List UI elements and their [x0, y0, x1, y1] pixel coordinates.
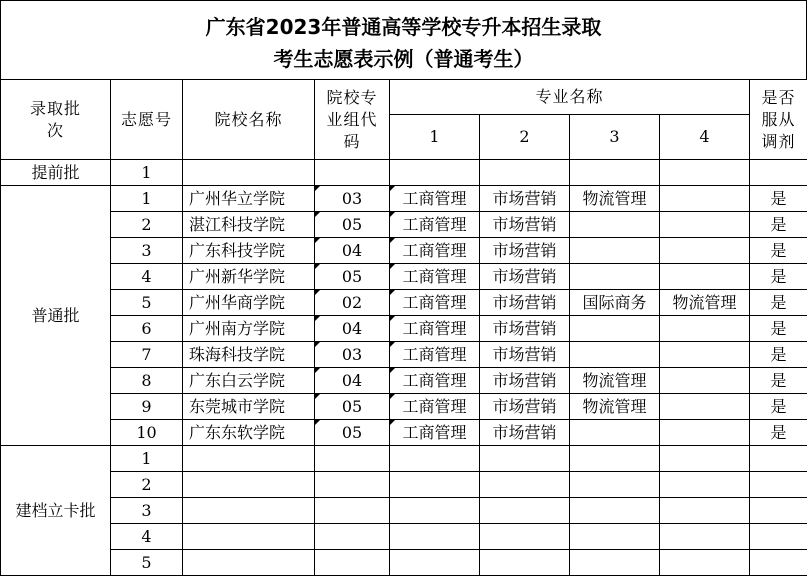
- table-row: [1, 498, 807, 524]
- order-cell: 3: [111, 498, 183, 524]
- group-code-cell: 05: [315, 212, 390, 238]
- major-3-cell: 物流管理: [570, 394, 660, 420]
- table-row: [1, 264, 807, 290]
- table-row: [1, 342, 807, 368]
- adjust-cell: 是: [750, 264, 807, 290]
- table-row: [1, 446, 807, 472]
- order-cell: 4: [111, 264, 183, 290]
- major-3-cell: [570, 212, 660, 238]
- table-row: [1, 472, 807, 498]
- table-row: [1, 368, 807, 394]
- school-name-cell: 广州华商学院: [183, 290, 315, 316]
- empty-cell: [183, 524, 315, 550]
- major-2-cell: 市场营销: [480, 342, 570, 368]
- major-1-cell: 工商管理: [390, 186, 480, 212]
- major-1-cell: 工商管理: [390, 316, 480, 342]
- empty-cell: [660, 446, 750, 472]
- table-row: [1, 550, 807, 576]
- major-2-cell: 市场营销: [480, 264, 570, 290]
- group-code-cell: 02: [315, 290, 390, 316]
- empty-cell: [315, 446, 390, 472]
- header-group-code: 院校专业组代码: [315, 80, 390, 160]
- header-major-4: 4: [660, 115, 750, 160]
- school-name-cell: 广东科技学院: [183, 238, 315, 264]
- major-4-cell: [660, 342, 750, 368]
- school-name-cell: 东莞城市学院: [183, 394, 315, 420]
- order-cell: 7: [111, 342, 183, 368]
- empty-cell: [390, 550, 480, 576]
- empty-cell: [750, 498, 807, 524]
- major-2-cell: 市场营销: [480, 420, 570, 446]
- empty-cell: [660, 550, 750, 576]
- school-name-cell: 广东白云学院: [183, 368, 315, 394]
- empty-cell: [183, 472, 315, 498]
- group-code-cell: 05: [315, 264, 390, 290]
- major-3-cell: [570, 342, 660, 368]
- header-adjust: 是否服从调剂: [750, 80, 807, 160]
- order-cell: 2: [111, 212, 183, 238]
- major-3-cell: [570, 238, 660, 264]
- empty-cell: [570, 446, 660, 472]
- group-code-cell: 04: [315, 316, 390, 342]
- school-name-cell: 广东东软学院: [183, 420, 315, 446]
- empty-cell: [183, 446, 315, 472]
- empty-cell: [315, 498, 390, 524]
- order-cell: 2: [111, 472, 183, 498]
- empty-cell: [660, 472, 750, 498]
- empty-cell: [390, 160, 480, 186]
- major-1-cell: 工商管理: [390, 212, 480, 238]
- order-cell: 5: [111, 550, 183, 576]
- adjust-cell: 是: [750, 342, 807, 368]
- empty-cell: [750, 472, 807, 498]
- empty-cell: [480, 498, 570, 524]
- major-2-cell: 市场营销: [480, 186, 570, 212]
- title-line-1: 广东省2023年普通高等学校专升本招生录取: [205, 15, 602, 39]
- table-row: [1, 394, 807, 420]
- group-code-cell: 04: [315, 238, 390, 264]
- school-name-cell: 广州华立学院: [183, 186, 315, 212]
- header-major-1: 1: [390, 115, 480, 160]
- order-cell: 4: [111, 524, 183, 550]
- empty-cell: [750, 550, 807, 576]
- table-row: [1, 238, 807, 264]
- group-code-cell: 03: [315, 186, 390, 212]
- adjust-cell: 是: [750, 316, 807, 342]
- major-4-cell: [660, 420, 750, 446]
- adjust-cell: 是: [750, 394, 807, 420]
- title-line-2: 考生志愿表示例（普通考生）: [273, 47, 534, 71]
- major-4-cell: [660, 264, 750, 290]
- major-3-cell: [570, 420, 660, 446]
- order-cell: 1: [111, 446, 183, 472]
- order-cell: 3: [111, 238, 183, 264]
- major-1-cell: 工商管理: [390, 342, 480, 368]
- empty-cell: [480, 472, 570, 498]
- header-order: 志愿号: [111, 80, 183, 160]
- adjust-cell: 是: [750, 186, 807, 212]
- major-2-cell: 市场营销: [480, 368, 570, 394]
- empty-cell: [390, 446, 480, 472]
- empty-cell: [315, 160, 390, 186]
- empty-cell: [570, 472, 660, 498]
- empty-cell: [570, 550, 660, 576]
- major-1-cell: 工商管理: [390, 290, 480, 316]
- empty-cell: [390, 498, 480, 524]
- major-3-cell: 物流管理: [570, 186, 660, 212]
- major-4-cell: [660, 238, 750, 264]
- empty-cell: [315, 472, 390, 498]
- header-batch: 录取批次: [1, 80, 111, 160]
- order-cell: 5: [111, 290, 183, 316]
- group-code-cell: 03: [315, 342, 390, 368]
- empty-cell: [390, 524, 480, 550]
- major-2-cell: 市场营销: [480, 394, 570, 420]
- table-row: [1, 212, 807, 238]
- major-3-cell: [570, 264, 660, 290]
- major-1-cell: 工商管理: [390, 420, 480, 446]
- empty-cell: [315, 524, 390, 550]
- adjust-cell: 是: [750, 212, 807, 238]
- empty-cell: [660, 498, 750, 524]
- order-cell: 1: [111, 186, 183, 212]
- empty-cell: [480, 160, 570, 186]
- major-4-cell: [660, 186, 750, 212]
- volunteer-table: [0, 79, 807, 576]
- empty-cell: [660, 160, 750, 186]
- table-row: [1, 160, 807, 186]
- empty-cell: [183, 498, 315, 524]
- table-row: [1, 186, 807, 212]
- major-2-cell: 市场营销: [480, 238, 570, 264]
- school-name-cell: 广州南方学院: [183, 316, 315, 342]
- adjust-cell: 是: [750, 290, 807, 316]
- major-4-cell: 物流管理: [660, 290, 750, 316]
- batch-advance: 提前批: [1, 160, 111, 186]
- major-3-cell: 国际商务: [570, 290, 660, 316]
- major-3-cell: [570, 316, 660, 342]
- major-3-cell: 物流管理: [570, 368, 660, 394]
- table-row: [1, 524, 807, 550]
- school-name-cell: 湛江科技学院: [183, 212, 315, 238]
- header-major-3: 3: [570, 115, 660, 160]
- empty-cell: [750, 160, 807, 186]
- adjust-cell: 是: [750, 420, 807, 446]
- order-cell: 1: [111, 160, 183, 186]
- batch-filing: 建档立卡批: [1, 446, 111, 576]
- major-4-cell: [660, 212, 750, 238]
- batch-regular: 普通批: [1, 186, 111, 446]
- empty-cell: [750, 524, 807, 550]
- order-cell: 8: [111, 368, 183, 394]
- header-major-2: 2: [480, 115, 570, 160]
- empty-cell: [570, 498, 660, 524]
- header-majors: 专业名称: [390, 80, 750, 115]
- empty-cell: [570, 524, 660, 550]
- major-2-cell: 市场营销: [480, 316, 570, 342]
- major-4-cell: [660, 394, 750, 420]
- empty-cell: [570, 160, 660, 186]
- table-row: [1, 290, 807, 316]
- empty-cell: [750, 446, 807, 472]
- major-1-cell: 工商管理: [390, 394, 480, 420]
- order-cell: 10: [111, 420, 183, 446]
- major-4-cell: [660, 368, 750, 394]
- empty-cell: [390, 472, 480, 498]
- empty-cell: [660, 524, 750, 550]
- empty-cell: [480, 446, 570, 472]
- title-block: [0, 0, 807, 79]
- major-1-cell: 工商管理: [390, 368, 480, 394]
- major-2-cell: 市场营销: [480, 212, 570, 238]
- major-1-cell: 工商管理: [390, 264, 480, 290]
- school-name-cell: 珠海科技学院: [183, 342, 315, 368]
- major-4-cell: [660, 316, 750, 342]
- group-code-cell: 05: [315, 420, 390, 446]
- school-name-cell: 广州新华学院: [183, 264, 315, 290]
- major-1-cell: 工商管理: [390, 238, 480, 264]
- order-cell: 6: [111, 316, 183, 342]
- empty-cell: [183, 160, 315, 186]
- order-cell: 9: [111, 394, 183, 420]
- empty-cell: [480, 550, 570, 576]
- adjust-cell: 是: [750, 368, 807, 394]
- table-row: [1, 420, 807, 446]
- group-code-cell: 05: [315, 394, 390, 420]
- empty-cell: [315, 550, 390, 576]
- adjust-cell: 是: [750, 238, 807, 264]
- empty-cell: [183, 550, 315, 576]
- empty-cell: [480, 524, 570, 550]
- header-school-name: 院校名称: [183, 80, 315, 160]
- major-2-cell: 市场营销: [480, 290, 570, 316]
- group-code-cell: 04: [315, 368, 390, 394]
- table-row: [1, 316, 807, 342]
